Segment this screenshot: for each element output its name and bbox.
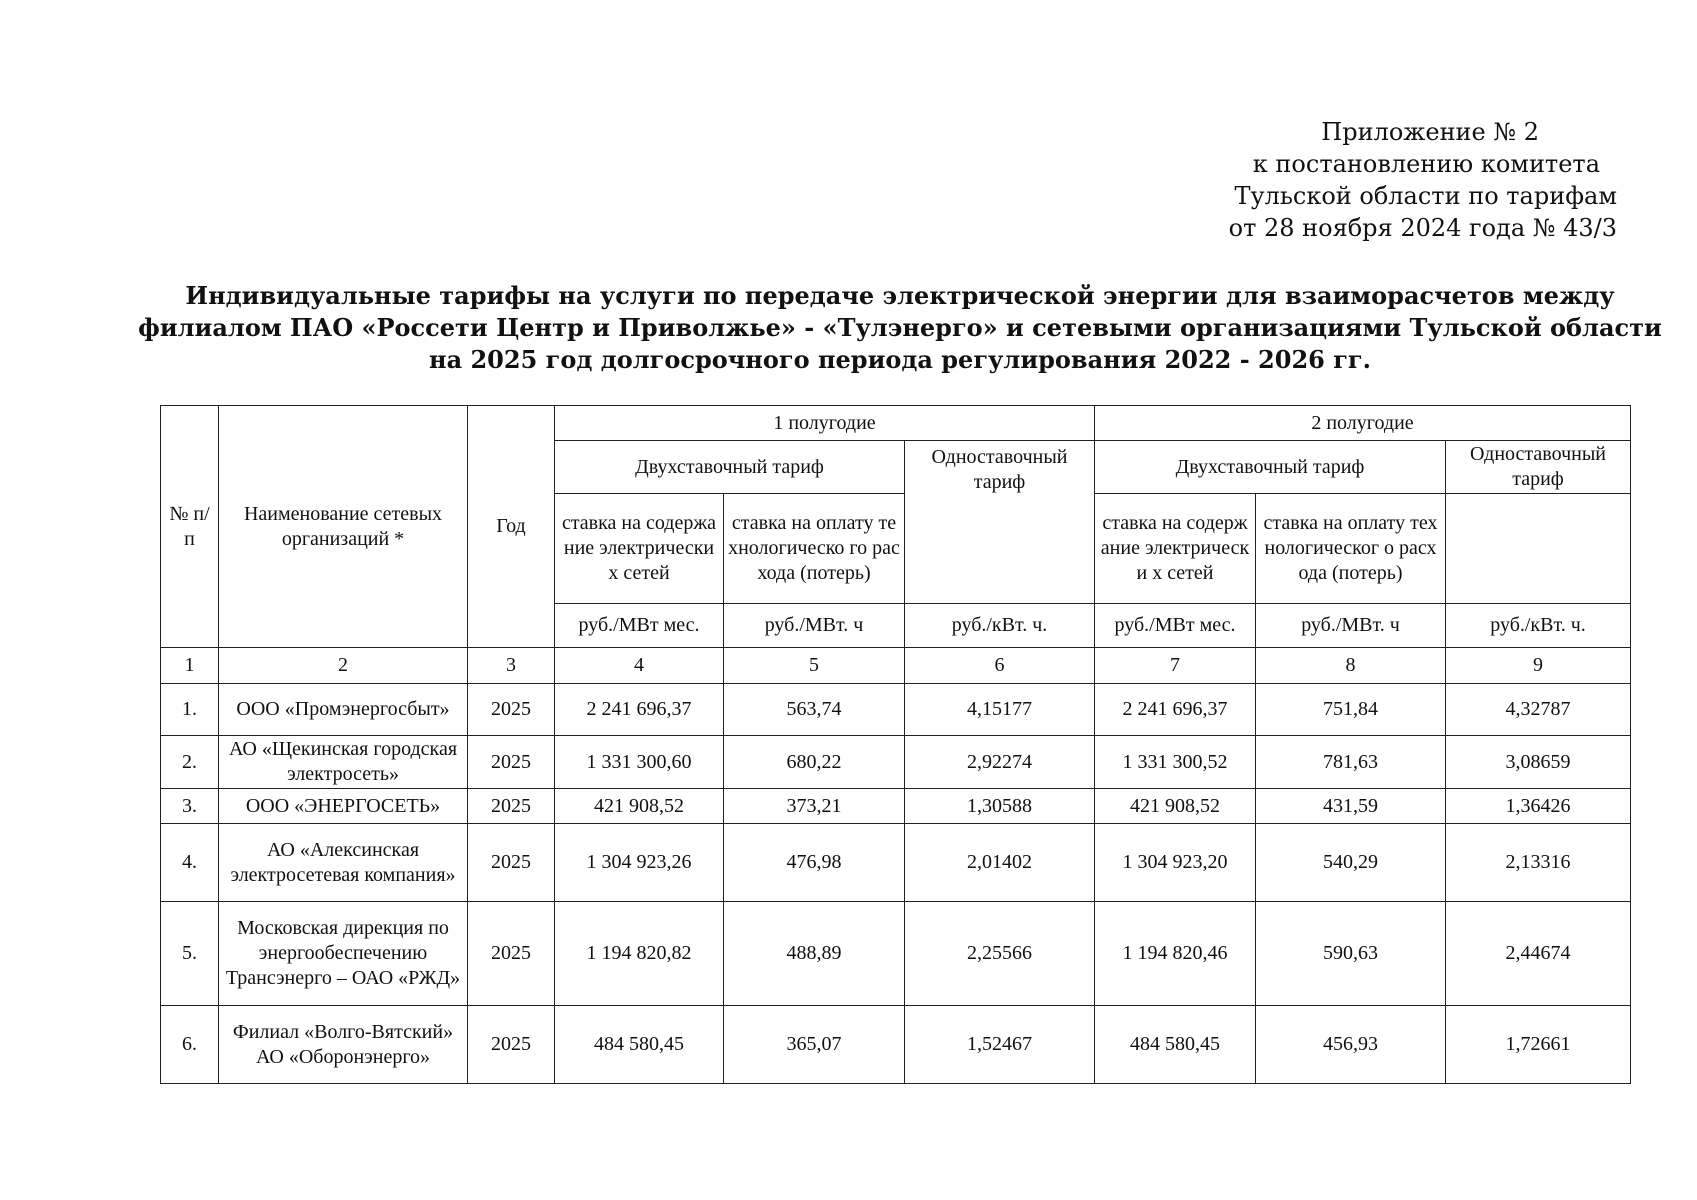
header-two-rate-1: Двухставочный тариф: [555, 441, 905, 494]
loss-rate-1: 563,74: [724, 684, 905, 736]
header-single-rate-2: Одноставочный тариф: [1446, 441, 1631, 494]
unit-single-1: руб./кВт. ч.: [905, 604, 1095, 648]
org-name: АО «Алексинская электросетевая компания»: [219, 824, 468, 902]
row-year: 2025: [468, 789, 555, 824]
maint-rate-2: 484 580,45: [1095, 1006, 1256, 1084]
unit-loss-2: руб./МВт. ч: [1256, 604, 1446, 648]
column-number: 1: [161, 648, 219, 684]
maint-rate-2: 1 304 923,20: [1095, 824, 1256, 902]
header-maint-2: ставка на содержание электрически х сетей: [1095, 494, 1256, 604]
maint-rate-1: 484 580,45: [555, 1006, 724, 1084]
org-name: Московская дирекция по энергообеспечению Трансэнерго – ОАО «РЖД»: [219, 902, 468, 1006]
column-number: 2: [219, 648, 468, 684]
table-row: [161, 736, 1631, 789]
row-year: 2025: [468, 824, 555, 902]
single-rate-2: 3,08659: [1446, 736, 1631, 789]
appendix-line-2: к постановлению комитета: [1252, 150, 1600, 178]
header-name: Наименование сетевых организаций *: [219, 406, 468, 648]
table-row: [161, 902, 1631, 1006]
loss-rate-2: 781,63: [1256, 736, 1446, 789]
loss-rate-1: 488,89: [724, 902, 905, 1006]
single-rate-2: 4,32787: [1446, 684, 1631, 736]
maint-rate-1: 1 331 300,60: [555, 736, 724, 789]
header-two-rate-2: Двухставочный тариф: [1095, 441, 1446, 494]
single-rate-2: 2,13316: [1446, 824, 1631, 902]
header-half-2: 2 полугодие: [1095, 406, 1631, 441]
table-row: [161, 1006, 1631, 1084]
column-number: 9: [1446, 648, 1631, 684]
header-num: № п/п: [161, 406, 219, 648]
row-num: 2.: [161, 736, 219, 789]
table-row: [161, 684, 1631, 736]
single-rate-1: 1,52467: [905, 1006, 1095, 1084]
single-rate-1: 1,30588: [905, 789, 1095, 824]
row-year: 2025: [468, 736, 555, 789]
single-rate-2: 1,36426: [1446, 789, 1631, 824]
loss-rate-1: 680,22: [724, 736, 905, 789]
org-name: ООО «ЭНЕРГОСЕТЬ»: [219, 789, 468, 824]
row-num: 3.: [161, 789, 219, 824]
table-row: [161, 824, 1631, 902]
appendix-line-3: Тульской области по тарифам: [1234, 182, 1617, 210]
row-num: 1.: [161, 684, 219, 736]
org-name: АО «Щекинская городская электросеть»: [219, 736, 468, 789]
maint-rate-1: 421 908,52: [555, 789, 724, 824]
unit-maint-2: руб./МВт мес.: [1095, 604, 1256, 648]
tariffs-table: [160, 405, 1631, 1084]
single-rate-1: 2,92274: [905, 736, 1095, 789]
title-line-3: на 2025 год долгосрочного периода регулирования 2022 - 2026 гг.: [429, 345, 1371, 374]
org-name: Филиал «Волго-Вятский» АО «Оборонэнерго»: [219, 1006, 468, 1084]
header-year: Год: [468, 406, 555, 648]
header-loss-2: ставка на оплату технологическог о расхода (потерь): [1256, 494, 1446, 604]
column-number: 8: [1256, 648, 1446, 684]
single-rate-1: 2,25566: [905, 902, 1095, 1006]
loss-rate-2: 540,29: [1256, 824, 1446, 902]
maint-rate-2: 421 908,52: [1095, 789, 1256, 824]
maint-rate-1: 1 194 820,82: [555, 902, 724, 1006]
column-number: 5: [724, 648, 905, 684]
row-year: 2025: [468, 684, 555, 736]
header-half-1: 1 полугодие: [555, 406, 1095, 441]
column-number: 3: [468, 648, 555, 684]
column-number: 7: [1095, 648, 1256, 684]
loss-rate-2: 456,93: [1256, 1006, 1446, 1084]
maint-rate-2: 2 241 696,37: [1095, 684, 1256, 736]
table-row: [161, 789, 1631, 824]
single-rate-1: 4,15177: [905, 684, 1095, 736]
document-title: [100, 280, 1697, 376]
unit-single-2: руб./кВт. ч.: [1446, 604, 1631, 648]
unit-maint-1: руб./МВт мес.: [555, 604, 724, 648]
loss-rate-1: 476,98: [724, 824, 905, 902]
header-loss-1: ставка на оплату технологическо го расхода (потерь): [724, 494, 905, 604]
appendix-line-4: от 28 ноября 2024 года № 43/3: [1228, 214, 1617, 242]
unit-loss-1: руб./МВт. ч: [724, 604, 905, 648]
title-line-2: филиалом ПАО «Россети Центр и Приволжье» - «Тулэнерго» и сетевыми организациями Тульской области: [138, 313, 1662, 342]
row-num: 4.: [161, 824, 219, 902]
appendix-header: [1097, 116, 1617, 244]
column-number: 6: [905, 648, 1095, 684]
loss-rate-1: 373,21: [724, 789, 905, 824]
loss-rate-1: 365,07: [724, 1006, 905, 1084]
column-number-row: [161, 648, 1631, 684]
loss-rate-2: 431,59: [1256, 789, 1446, 824]
appendix-line-1: Приложение № 2: [1321, 118, 1539, 146]
column-number: 4: [555, 648, 724, 684]
maint-rate-1: 1 304 923,26: [555, 824, 724, 902]
header-single-rate-1: Одноставочный тариф: [905, 441, 1095, 604]
loss-rate-2: 751,84: [1256, 684, 1446, 736]
single-rate-1: 2,01402: [905, 824, 1095, 902]
org-name: ООО «Промэнергосбыт»: [219, 684, 468, 736]
row-year: 2025: [468, 902, 555, 1006]
title-line-1: Индивидуальные тарифы на услуги по передаче электрической энергии для взаиморасчетов между: [185, 281, 1615, 310]
header-maint-1: ставка на содержание электрических сетей: [555, 494, 724, 604]
maint-rate-1: 2 241 696,37: [555, 684, 724, 736]
row-num: 5.: [161, 902, 219, 1006]
maint-rate-2: 1 194 820,46: [1095, 902, 1256, 1006]
header-empty: [1446, 494, 1631, 604]
single-rate-2: 2,44674: [1446, 902, 1631, 1006]
single-rate-2: 1,72661: [1446, 1006, 1631, 1084]
loss-rate-2: 590,63: [1256, 902, 1446, 1006]
row-year: 2025: [468, 1006, 555, 1084]
maint-rate-2: 1 331 300,52: [1095, 736, 1256, 789]
row-num: 6.: [161, 1006, 219, 1084]
